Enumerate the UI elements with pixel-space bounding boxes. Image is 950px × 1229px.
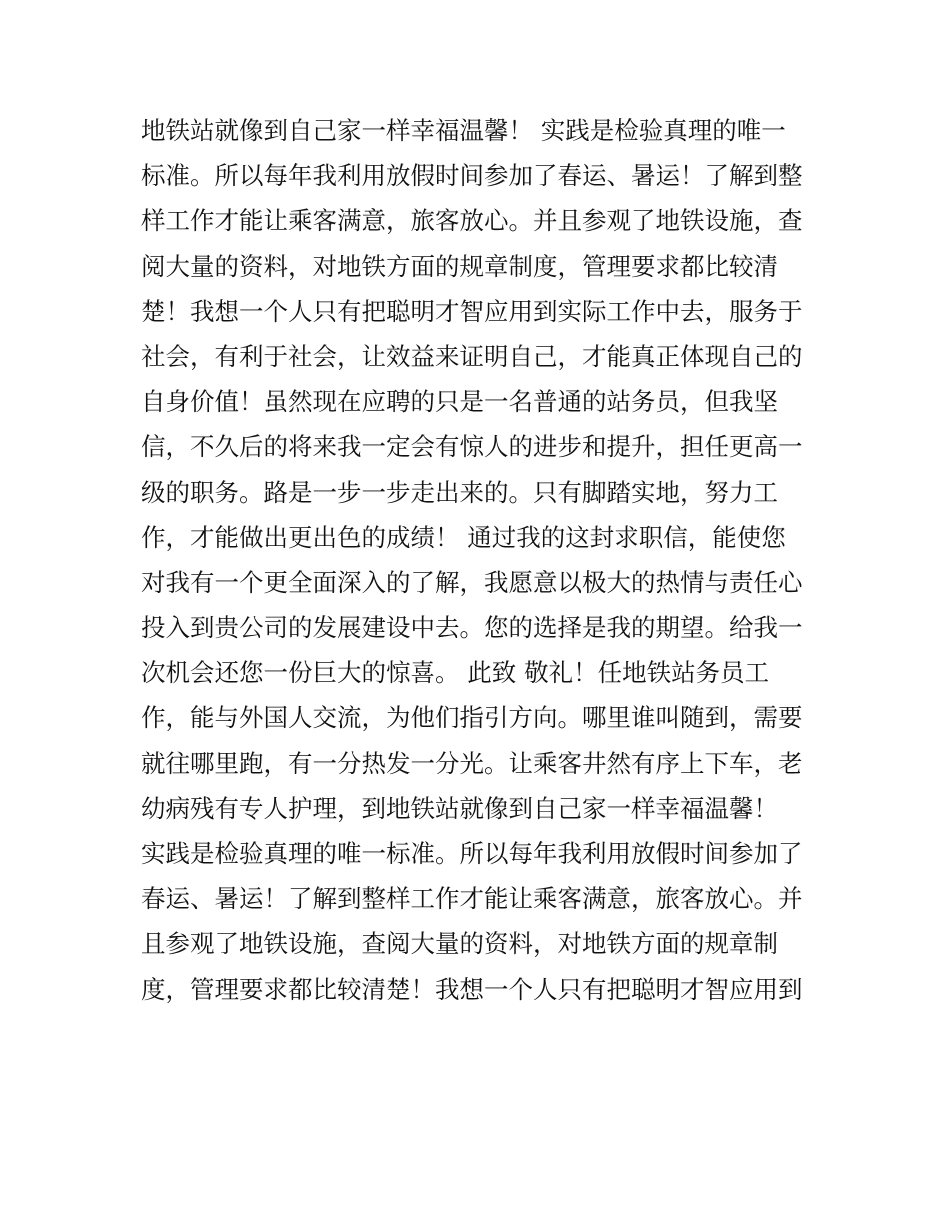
text-line: 度，管理要求都比较清楚！我想一个人只有把聪明才智应用到: [141, 974, 803, 1004]
text-line: 级的职务。路是一步一步走出来的。只有脚踏实地，努力工: [141, 477, 778, 507]
text-line: 幼病残有专人护理，到地铁站就像到自己家一样幸福温馨！: [141, 793, 778, 823]
text-line: 信，不久后的将来我一定会有惊人的进步和提升，担任更高一: [141, 432, 803, 462]
text-line: 就往哪里跑，有一分热发一分光。让乘客井然有序上下车，老: [141, 748, 803, 778]
text-line: 社会，有利于社会，让效益来证明自己，才能真正体现自己的: [141, 341, 803, 371]
text-line: 次机会还您一份巨大的惊喜。 此致 敬礼！任地铁站务员工: [141, 658, 770, 688]
text-line: 阅大量的资料，对地铁方面的规章制度，管理要求都比较清: [141, 251, 778, 281]
text-line: 实践是检验真理的唯一标准。所以每年我利用放假时间参加了: [141, 839, 803, 868]
text-line: 且参观了地铁设施，查阅大量的资料，对地铁方面的规章制: [141, 929, 778, 959]
text-line: 样工作才能让乘客满意，旅客放心。并且参观了地铁设施，查: [141, 206, 803, 236]
text-line: 自身价值！虽然现在应聘的只是一名普通的站务员，但我坚: [141, 387, 778, 417]
text-line: 楚！我想一个人只有把聪明才智应用到实际工作中去，服务于: [141, 296, 803, 326]
text-line: 对我有一个更全面深入的了解，我愿意以极大的热情与责任心: [141, 567, 803, 597]
text-line: 投入到贵公司的发展建设中去。您的选择是我的期望。给我一: [141, 613, 803, 643]
text-line: 作，才能做出更出色的成绩！ 通过我的这封求职信，能使您: [141, 522, 786, 552]
text-line: 作，能与外国人交流，为他们指引方向。哪里谁叫随到，需要: [141, 703, 803, 733]
text-line: 地铁站就像到自己家一样幸福温馨！ 实践是检验真理的唯一: [141, 116, 786, 145]
body-text: [141, 108, 821, 1012]
text-line: 春运、暑运！了解到整样工作才能让乘客满意，旅客放心。并: [141, 884, 803, 914]
text-line: 标准。所以每年我利用放假时间参加了春运、暑运！了解到整: [141, 161, 803, 191]
